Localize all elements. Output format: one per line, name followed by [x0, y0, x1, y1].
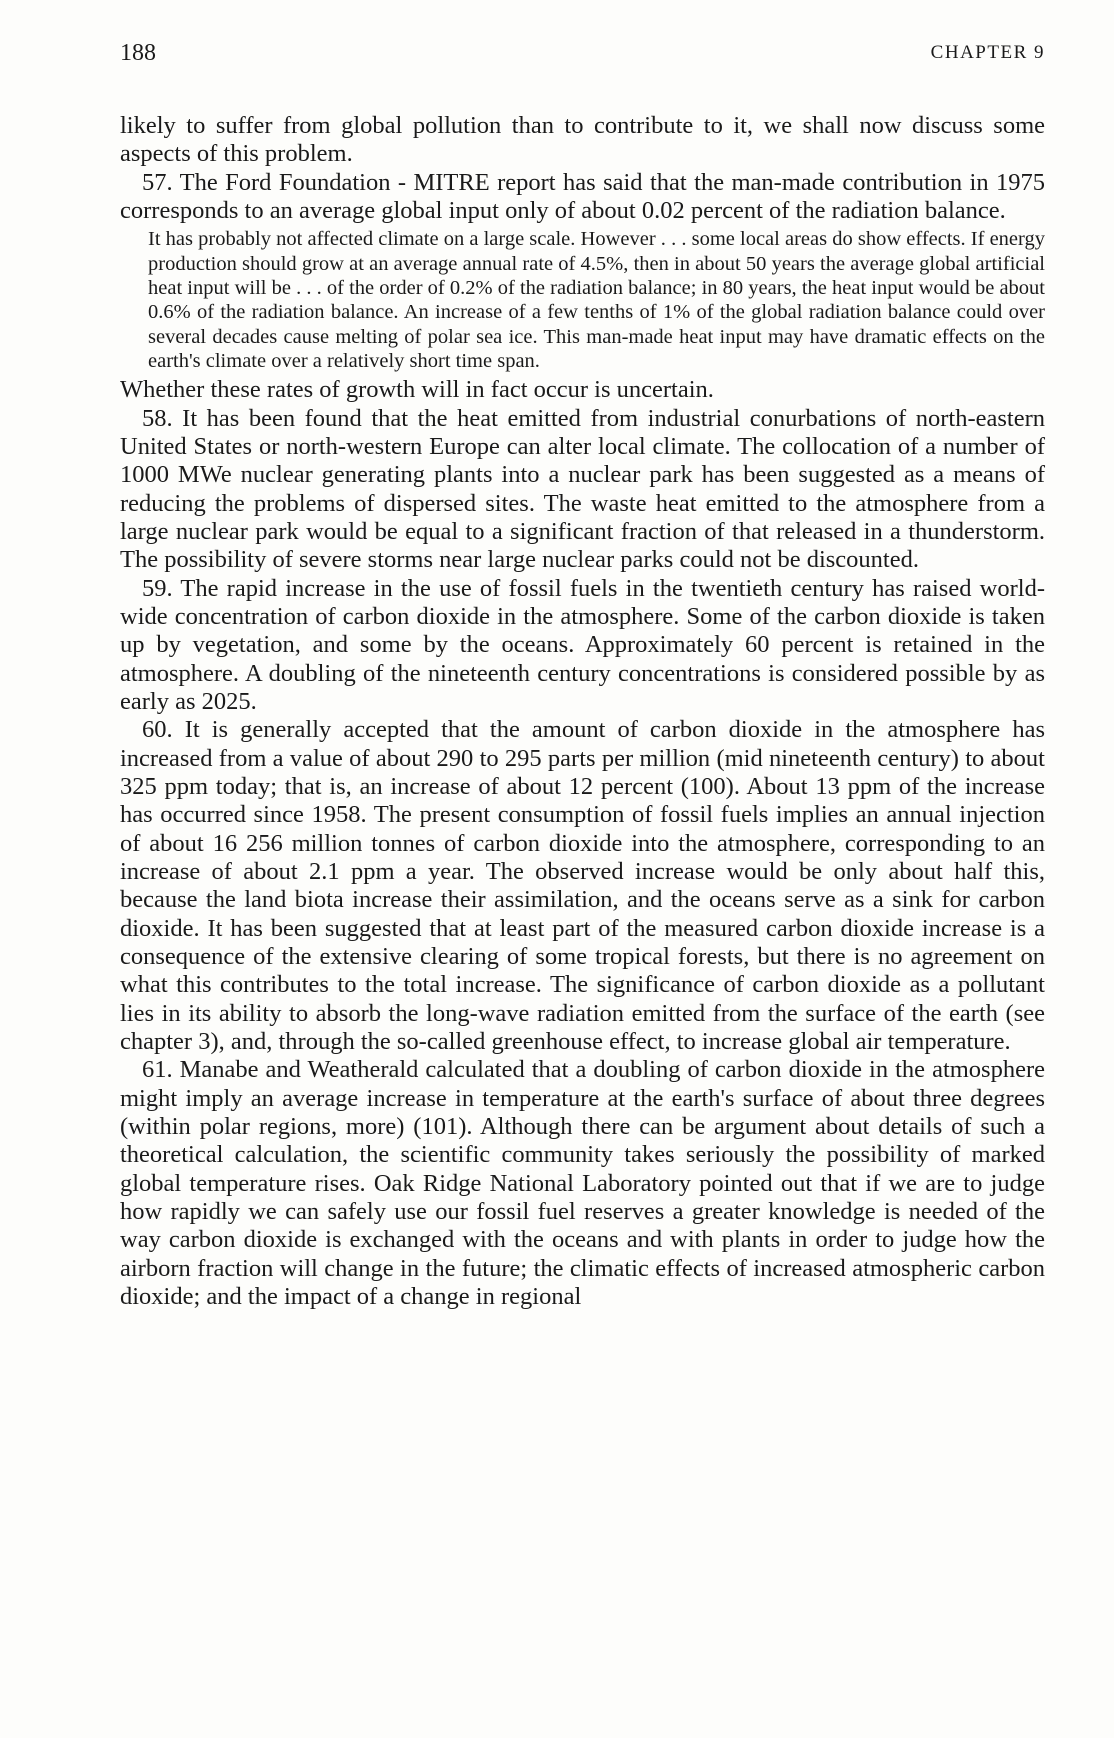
paragraph-60: 60. It is generally accepted that the amount of carbon dioxide in the atmosphere has increased from a value of about 290 to 295 parts per million (mid nineteenth century) to about 325 ppm today; that is, an increase of about 12 percent (100). About 13 ppm of the increase has occurred since 1958. The present consumption of fossil fuels implies an annual injection of about 16 256 million tonnes of carbon dioxide into the atmosphere, corresponding to an increase of about 2.1 ppm a year. The observed increase would be only about half this, because the land biota increase their assimilation, and the oceans serve as a sink for carbon dioxide. It has been suggested that at least part of the measured carbon dioxide increase is a consequence of the extensive clearing of some tropical forests, but there is no agreement on what this contributes to the total increase. The significance of carbon dioxide as a pollutant lies in its ability to absorb the long-wave radiation emitted from the surface of the earth (see chapter 3), and, through the so-called greenhouse effect, to increase global air temperature.	[120, 716, 1045, 1056]
paragraph-57: 57. The Ford Foundation - MITRE report has said that the man-made contribution in 1975 corresponds to an average global input only of about 0.02 percent of the radiation balance.	[120, 168, 1045, 225]
paragraph-59: 59. The rapid increase in the use of fossil fuels in the twentieth century has raised world-wide concentration of carbon dioxide in the atmosphere. Some of the carbon dioxide is taken up by vegetation, and some by the oceans. Approximately 60 percent is retained in the atmosphere. A doubling of the nineteenth century concentrations is considered possible by as early as 2025.	[120, 574, 1045, 715]
block-quote: It has probably not affected climate on a large scale. However . . . some local areas do show effects. If energy production should grow at an average annual rate of 4.5%, then in about 50 years the average global artificial heat input will be . . . of the order of 0.2% of the radiation balance; in 80 years, the heat input would be about 0.6% of the radiation balance. An increase of a few tenths of 1% of the global radiation balance could over several decades cause melting of polar sea ice. This man-made heat input may have dramatic effects on the earth's climate over a relatively short time span.	[148, 228, 1045, 372]
paragraph-whether: Whether these rates of growth will in fact occur is uncertain.	[120, 376, 714, 404]
chapter-label: CHAPTER 9	[930, 42, 1045, 63]
page-number: 188	[120, 40, 156, 66]
paragraph-58: 58. It has been found that the heat emitted from industrial conurbations of north-eastern United States or north-western Europe can alter local climate. The collocation of a number of 1000 MWe nuclear generating plants into a nuclear park has been suggested as a means of reducing the problems of dispersed sites. The waste heat emitted to the atmosphere from a large nuclear park would be equal to a significant fraction of that released in a thunderstorm. The possibility of severe storms near large nuclear parks could not be discounted.	[120, 404, 1045, 574]
running-head	[120, 40, 1045, 70]
body-text	[120, 112, 1045, 1312]
paragraph-continuation: likely to suffer from global pollution than to contribute to it, we shall now discuss some aspects of this problem.	[120, 112, 1045, 168]
paragraph-61: 61. Manabe and Weatherald calculated that a doubling of carbon dioxide in the atmosphere might imply an average increase in temperature at the earth's surface of about three degrees (within polar regions, more) (101). Although there can be argument about details of such a theoretical calculation, the scientific community takes seriously the possibility of marked global temperature rises. Oak Ridge National Laboratory pointed out that if we are to judge how rapidly we can safely use our fossil fuel reserves a greater knowledge is needed of the way carbon dioxide is exchanged with the oceans and with plants in order to judge how the airborn fraction will change in the future; the climatic effects of increased atmospheric carbon dioxide; and the impact of a change in regional	[120, 1056, 1045, 1311]
